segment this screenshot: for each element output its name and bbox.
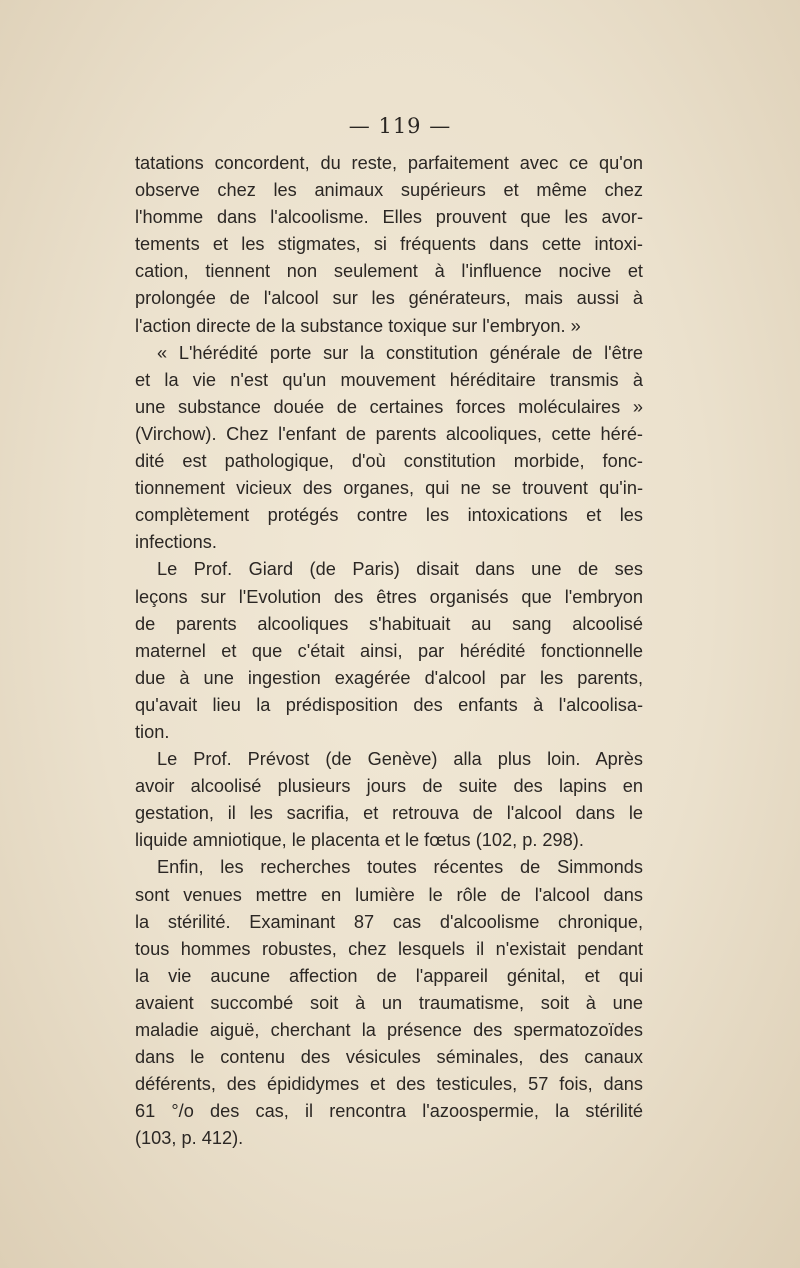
text-line: maternel et que c'était ainsi, par hérédité fonctionnelle bbox=[135, 640, 643, 661]
text-line: tionnement vicieux des organes, qui ne se trouvent qu'in- bbox=[135, 478, 643, 499]
text-line: Enfin, les recherches toutes récentes de Simmonds bbox=[157, 857, 643, 878]
text-line: Le Prof. Prévost (de Genève) alla plus loin. Après bbox=[157, 749, 643, 770]
text-line: l'action directe de la substance toxique sur l'embryon. » bbox=[135, 315, 581, 336]
text-line: déférents, des épididymes et des testicules, 57 fois, dans bbox=[135, 1074, 643, 1095]
text-line: due à une ingestion exagérée d'alcool par les parents, bbox=[135, 667, 643, 688]
text-line: une substance douée de certaines forces moléculaires » bbox=[135, 396, 643, 417]
text-line: tatations concordent, du reste, parfaitement avec ce qu'on bbox=[135, 153, 643, 173]
text-line: la vie aucune affection de l'appareil génital, et qui bbox=[135, 965, 643, 986]
text-line: avoir alcoolisé plusieurs jours de suite des lapins en bbox=[135, 776, 643, 797]
paragraph bbox=[135, 340, 643, 557]
paragraph bbox=[135, 746, 643, 854]
text-line: avaient succombé soit à un traumatisme, soit à une bbox=[135, 992, 643, 1013]
text-line: tion. bbox=[135, 721, 170, 742]
text-line: dité est pathologique, d'où constitution morbide, fonc- bbox=[135, 451, 643, 472]
text-line: et la vie n'est qu'un mouvement héréditaire transmis à bbox=[135, 369, 643, 390]
text-line: (103, p. 412). bbox=[135, 1128, 244, 1149]
text-line: maladie aiguë, cherchant la présence des spermatozoïdes bbox=[135, 1020, 643, 1040]
text-line: prolongée de l'alcool sur les générateurs, mais aussi à bbox=[135, 288, 643, 309]
text-line: 61 °/o des cas, il rencontra l'azoospermie, la stérilité bbox=[135, 1101, 643, 1122]
text-line: (Virchow). Chez l'enfant de parents alcooliques, cette héré- bbox=[135, 423, 643, 444]
text-line: Le Prof. Giard (de Paris) disait dans une de ses bbox=[157, 559, 643, 580]
text-line: infections. bbox=[135, 532, 217, 553]
text-line: l'homme dans l'alcoolisme. Elles prouvent que les avor- bbox=[135, 207, 643, 228]
text-line: tements et les stigmates, si fréquents dans cette intoxi- bbox=[135, 234, 643, 255]
text-line: gestation, il les sacrifia, et retrouva de l'alcool dans le bbox=[135, 803, 643, 824]
text-line: dans le contenu des vésicules séminales, des canaux bbox=[135, 1047, 643, 1068]
page-number: — 119 — bbox=[348, 114, 452, 138]
body-text bbox=[135, 150, 643, 1152]
text-line: liquide amniotique, le placenta et le fœtus (102, p. 298). bbox=[135, 830, 584, 851]
paragraph bbox=[135, 556, 643, 746]
paragraph bbox=[135, 150, 643, 340]
text-line: leçons sur l'Evolution des êtres organisés que l'embryon bbox=[135, 586, 643, 607]
text-line: observe chez les animaux supérieurs et même chez bbox=[135, 180, 643, 201]
text-line: la stérilité. Examinant 87 cas d'alcoolisme chronique, bbox=[135, 911, 643, 932]
text-line: complètement protégés contre les intoxications et les bbox=[135, 505, 643, 526]
text-line: cation, tiennent non seulement à l'influence nocive et bbox=[135, 261, 643, 282]
text-line: de parents alcooliques s'habituait au sang alcoolisé bbox=[135, 613, 643, 634]
text-line: « L'hérédité porte sur la constitution générale de l'être bbox=[157, 342, 643, 363]
paragraph bbox=[135, 854, 643, 1152]
text-line: qu'avait lieu la prédisposition des enfants à l'alcoolisa- bbox=[135, 694, 643, 715]
text-line: tous hommes robustes, chez lesquels il n'existait pendant bbox=[135, 938, 643, 959]
text-line: sont venues mettre en lumière le rôle de l'alcool dans bbox=[135, 884, 643, 905]
